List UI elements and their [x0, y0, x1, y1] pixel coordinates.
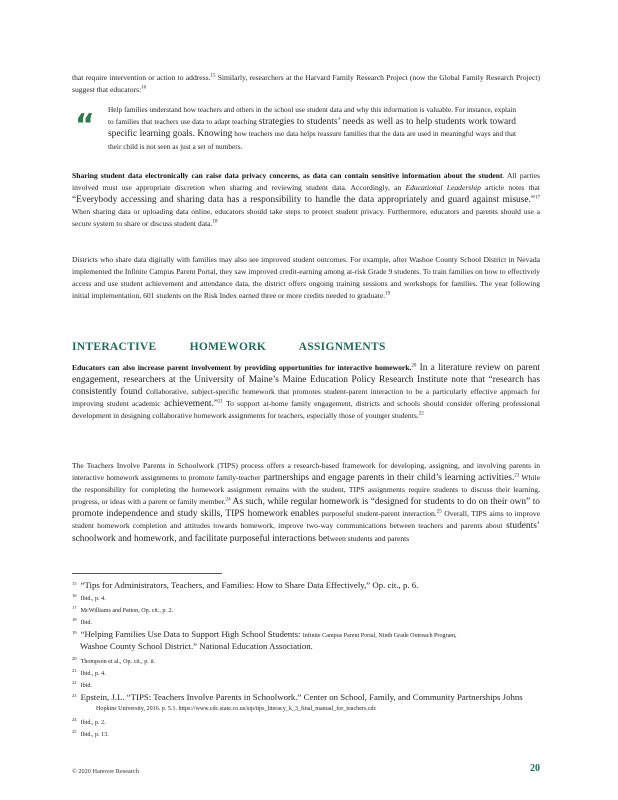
homework-text-emphasis: In a literature review on parent engagement, researchers at the University of Maine’s Maine Education Policy Research Institute note that “research has consistently found c: [72, 363, 540, 398]
footnote-number: 16: [72, 592, 77, 598]
footnote-ref[interactable]: 16: [141, 85, 147, 91]
footnote-text: Epstein, J.L. “TIPS: Teachers Involve Parents in Schoolwork.” Center on School, Family, and Community Partnerships Johns: [80, 692, 523, 702]
footnote-text: Thompson et al., Op. cit., p. ii.: [80, 659, 156, 665]
footnote-number: 19: [72, 629, 77, 635]
footnote-ref[interactable]: 25: [436, 509, 442, 515]
footnote-text: Infinite Campus Parent Portal, Ninth Grade Outreach Program,: [302, 633, 457, 639]
quote-text: Help families understand how teachers and others in the school use student data and why this information is valuable. For instance, explain to families that teachers use data to adapt teaching: [108, 105, 516, 126]
districts-paragraph: [72, 254, 540, 302]
footnote: [72, 618, 542, 628]
footnote-text: Washoe County School District.” National Education Association.: [80, 641, 313, 651]
footnote-text: Ibid., p. 2.: [80, 720, 106, 726]
footnote-ref[interactable]: 17: [535, 195, 540, 201]
intro-text-start: that require intervention or action to address.: [72, 73, 211, 82]
footnote-text: Ibid.: [80, 620, 92, 626]
homework-text: ollaborative, subject-specific homework that promotes student-parent interaction to be a particularly effective approach for improving student academic: [72, 387, 541, 409]
footnote-number: 17: [72, 604, 77, 610]
footnote-text: “Helping Families Use Data to Support High School Students:: [80, 629, 303, 639]
footnote-ref[interactable]: 20: [411, 363, 417, 369]
footnote-text: Ibid.: [80, 683, 92, 689]
footnote-ref[interactable]: 18: [212, 219, 218, 225]
intro-text: Similarly, researchers at the Harvard Family Research Project (now the Global Family Research Project) suggest that educators:: [72, 73, 540, 95]
tips-text-emphasis: As such, while regular homework is “designed for students to do on their own” to promote independence and study skills, TIPS homework enables: [72, 497, 540, 520]
footnote-ref[interactable]: 19: [385, 291, 391, 297]
footnote: [72, 692, 542, 714]
footnote: [72, 594, 542, 604]
footnote-ref[interactable]: 15: [210, 73, 216, 79]
homework-lead: Educators can also increase parent involvement by providing opportunities for interactive homework.: [72, 363, 412, 372]
footnote-text: Ibid., p. 13.: [80, 732, 109, 738]
footnote-number: 21: [72, 667, 77, 673]
footnote: [72, 718, 542, 728]
footnote: [72, 730, 542, 740]
privacy-paragraph: [72, 170, 540, 230]
quote-text: how teachers use data helps reassure families that the data are used in meaningful ways and that their child is not seen as just a set of numbers.: [108, 129, 516, 151]
tips-paragraph: [72, 460, 540, 545]
privacy-quote: “Everybody accessing and sharing data has a responsibility to handle the data appropriately and guard against misuse.”: [72, 195, 535, 206]
privacy-text: article notes that: [480, 183, 540, 193]
homework-text-emphasis: achievement.”: [160, 399, 219, 410]
footnote: [72, 629, 542, 653]
quote-mark-icon: “: [75, 108, 95, 143]
privacy-lead: Sharing student data electronically can raise data privacy concerns, as data can contain sensitive information about the student: [72, 171, 503, 180]
footnote-text: “Tips for Administrators, Teachers, and Families: How to Share Data Effectively,” Op. cit., p. 6.: [80, 580, 419, 590]
privacy-text: . All parties involved must use appropriate discretion when sharing and reviewing student data. Accordingly, an: [72, 171, 540, 193]
footnote: [72, 657, 542, 667]
tips-text: The Teachers Involve Parents in Schoolwork (TIPS) process offers a research-based framework for developing, assigning, and involving parents in interactive homework assignments to promote family-teacher: [72, 461, 540, 483]
intro-paragraph: [72, 72, 540, 96]
footnote-text: McWilliams and Patton, Op. cit., p. 2.: [80, 608, 174, 614]
privacy-text: When sharing data or uploading data online, educators should take steps to protect student privacy. Furthermore, educators and parents should use a secure system to share or discuss student data.: [72, 207, 540, 229]
footnote-text: Ibid., p. 4.: [80, 671, 106, 677]
quote-text-emphasis: strategies to students’ needs as well as to help students work toward specific learning goals. Knowing: [108, 116, 516, 139]
footnote-ref[interactable]: 22: [418, 411, 424, 417]
section-heading: INTERACTIVE HOMEWORK ASSIGNMENTS: [72, 341, 386, 353]
footnote: [72, 580, 542, 592]
districts-text: Districts who share data digitally with families may also see improved student outcomes. For example, after Washoe County School District in Nevada implemented the Infinite Campus Parent Portal, they saw improved credit-earning among at-risk Grade 9 students. To train families on how to effectively access and use student achievement and attendance data, the district offers ongoing training sessions and workshops for families. The year following initial implementation, 601 students on the Risk Index earned three or more credits needed to graduate.: [72, 255, 540, 301]
tips-text-emphasis: partnerships and engage parents in their child’s learning activities.: [260, 473, 515, 484]
footnote-text: Ibid., p. 4.: [80, 596, 106, 602]
tips-text: purposeful student-parent interaction.: [318, 509, 437, 519]
tips-text: ween students and parents: [329, 533, 410, 543]
footnote: [72, 681, 542, 691]
footnote-ref[interactable]: 23: [514, 473, 520, 479]
footnote-ref[interactable]: 21: [218, 399, 224, 405]
footnote-ref[interactable]: 24: [225, 497, 231, 503]
footnote-divider: [72, 573, 222, 574]
publication-title: Educational Leadership: [405, 183, 481, 193]
tips-text: Overall, TIPS aims to improve student homework completion and attitudes towards homework, improve two-way communications between teachers and parents about: [72, 509, 540, 531]
footnote-number: 18: [72, 616, 77, 622]
page-number: 20: [530, 763, 540, 774]
footnote-number: 23: [72, 692, 77, 698]
footnote-number: 24: [72, 716, 77, 722]
tips-text-emphasis: students’ schoolwork and homework, and facilitate purposeful interactions bet: [72, 521, 540, 544]
block-quote: [108, 104, 516, 152]
footnote: [72, 606, 542, 616]
footnote-number: 25: [72, 728, 77, 734]
footnote-number: 22: [72, 679, 77, 685]
footnote-number: 15: [72, 580, 77, 586]
footer-copyright: © 2020 Hanover Research: [72, 768, 139, 775]
homework-paragraph: [72, 362, 540, 422]
homework-text: To support at-home family engagement, districts and schools should consider offering professional development in designing collaborative homework assignments for teachers, especially those of younger students.: [72, 399, 540, 421]
footnote-link[interactable]: Hopkins University, 2016. p. 5.1. https://www.cdc.state.co.us/sip/tips_literacy_k_3_final_manual_for_teachers.cdc: [96, 706, 377, 712]
footnote-number: 20: [72, 655, 77, 661]
footnote: [72, 669, 542, 679]
tips-text: While the responsibility for completing the homework assignment remains with the student, TIPS assignments require students to discuss their learning, progress, or ideas with a parent or family member.: [72, 473, 540, 507]
